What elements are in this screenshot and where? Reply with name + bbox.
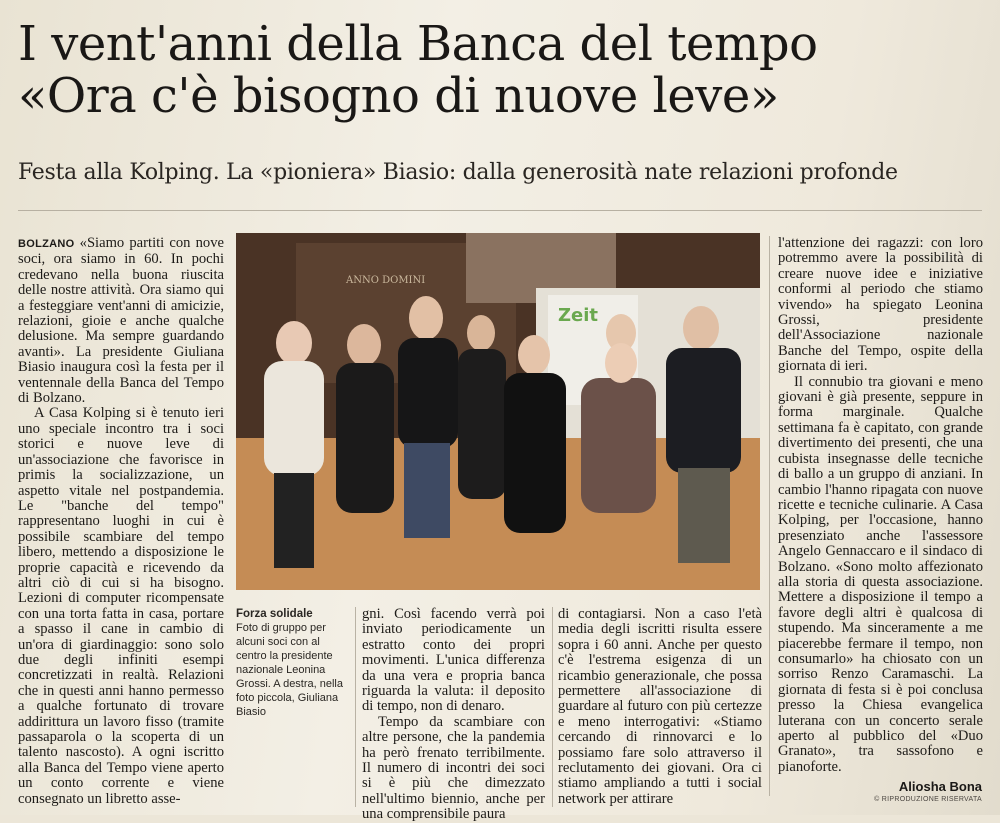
author-name: Aliosha Bona bbox=[898, 779, 982, 794]
headline-rule bbox=[18, 210, 982, 211]
group-photo-illustration bbox=[236, 233, 760, 590]
banner-text: Zeit bbox=[558, 305, 599, 326]
column-divider bbox=[355, 607, 356, 807]
wall-inscription: ANNO DOMINI bbox=[346, 275, 426, 286]
paragraph: gni. Così facendo verrà poi inviato periodicamente un estratto conto dei propri movimenti. L'unica differenza da una vera e propria banca riguarda la valuta: il deposito di tempo, non di denaro. bbox=[362, 606, 545, 715]
article-column-4 bbox=[778, 236, 983, 775]
caption-title: Forza solidale bbox=[236, 608, 313, 620]
paragraph: A Casa Kolping si è tenuto ieri uno speciale incontro tra i soci storici e nuove leve di un'associazione che favorisce in primis la socializzazione, un aspetto vitale nel postpandemia. Le "banche del tempo" rappresentano luoghi in cui è possibile scambiare del tempo libero, mettendo a disposizione le proprie capacità e ricevendo da altri ciò di cui si ha bisogno. Lezioni di computer ricompensate con una torta fatta in casa, portare a spasso il cane in cambio di un'ora di giardinaggio: sono solo due degli infiniti esempi concretizzati in realtà. Relazioni che in questi anni hanno permesso a qualche fortunato di trovare addirittura un lavoro fisso (tramite passaparola o la scoperta di un talento nascosto). A ogni iscritto alla Banca del Tempo viene aperto un conto corrente e viene consegnato un libretto asse- bbox=[18, 405, 224, 807]
article-column-3 bbox=[558, 607, 762, 807]
copyright-notice: © RIPRODUZIONE RISERVATA bbox=[874, 796, 982, 803]
headline-line-1: I vent'anni della Banca del tempo bbox=[18, 16, 818, 72]
paragraph: Il connubio tra giovani e meno giovani è già presente, seppure in forma marginale. Qualche settimana fa è capitato, con grande divertimento dei presenti, che una cubista insegnasse delle tecniche di ballo a un gruppo di anziani. In cambio l'hanno ripagata con nuove ricette e tecniche culinarie. A Casa Kolping, per l'occasione, hanno presenziato anche l'assessore Angelo Gennaccaro e il sindaco di Bolzano. «Sono molto affezionato alla storia di questa associazione. Mettere a disposizione il tempo a favore degli altri è qualcosa di stupendo. Ma sinceramente a me piacerebbe fermare il tempo, non consumarlo» ha chiosato con un sorriso Renzo Caramaschi. La giornata di festa si è poi conclusa presso la Chiesa evangelica luterana con un concerto serale aperto al pubblico del «Duo Granato», tra sassofono e pianoforte. bbox=[778, 373, 983, 775]
column-divider bbox=[769, 236, 770, 796]
group-photo bbox=[236, 233, 760, 590]
byline bbox=[874, 778, 982, 803]
paragraph: di contagiarsi. Non a caso l'età media degli iscritti risulta essere sopra i 60 anni. Anche per questo c'è l'estrema esigenza di un ricambio generazionale, che possa permettere all'associazione di guardare al futuro con più certezze e meno interrogativi: «Stiamo cercando di rinnovarci e lo possiamo fare solo attraverso il reclutamento dei giovani. Ora ci stiamo ampliando a tutti i social network per attirare bbox=[558, 606, 762, 807]
paragraph bbox=[18, 236, 224, 406]
dateline: BOLZANO bbox=[18, 238, 75, 250]
headline bbox=[18, 18, 818, 122]
photo-caption bbox=[236, 607, 352, 719]
article-column-2 bbox=[362, 607, 545, 823]
paragraph: l'attenzione dei ragazzi: con loro potremmo avere la possibilità di creare nuove idee e iniziative conformi al periodo che stiamo vivendo» ha spiegato Leonina Grossi, presidente dell'Associazione nazionale Banche del Tempo, ospite della giornata di ieri. bbox=[778, 235, 983, 375]
headline-line-2: «Ora c'è bisogno di nuove leve» bbox=[18, 68, 779, 124]
paragraph-text: «Siamo partiti con nove soci, ora siamo in 60. In pochi credevano nella buona riuscita delle nostre attività. Ora siamo qui a festeggiare vent'anni di amicizie, relazioni, gioie e anche qualche delusione. Ma sempre guardando avanti». La presidente Giuliana Biasio inaugura così la festa per il ventennale della Banca del Tempo di Bolzano. bbox=[18, 235, 224, 407]
subtitle: Festa alla Kolping. La «pioniera» Biasio: dalla generosità nate relazioni profonde bbox=[18, 160, 898, 185]
paragraph: Tempo da scambiare con altre persone, che la pandemia ha però frenato terribilmente. Il numero di incontri dei soci si è più che dimezzato nell'ultimo biennio, anche per una comprensibile paura bbox=[362, 713, 545, 823]
caption-text: Foto di gruppo per alcuni soci con al centro la presidente nazionale Leonina Grossi. A destra, nella foto piccola, Giuliana Biasio bbox=[236, 622, 343, 718]
column-divider bbox=[552, 607, 553, 807]
article-column-1 bbox=[18, 236, 224, 807]
